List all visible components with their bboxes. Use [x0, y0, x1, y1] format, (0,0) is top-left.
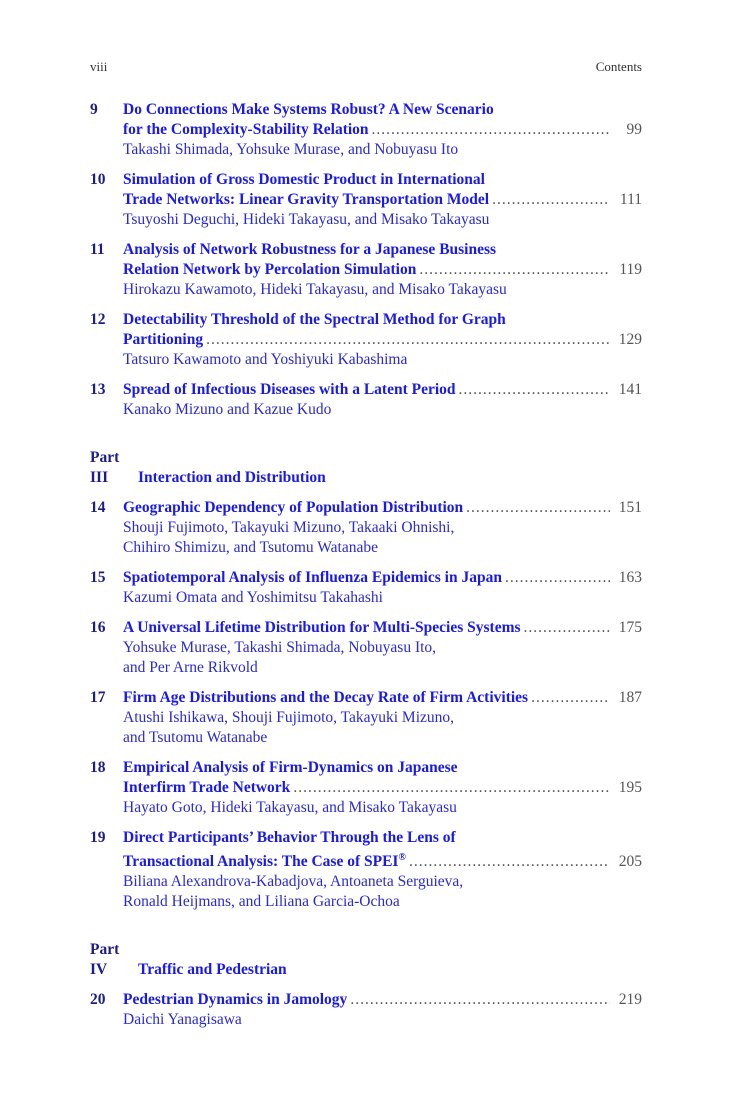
title-text[interactable]: Spatiotemporal Analysis of Influenza Epidemics in Japan	[123, 569, 502, 586]
chapter-title-text[interactable]	[123, 120, 369, 140]
dot-leader	[505, 568, 610, 588]
authors-line: Chihiro Shimizu, and Tsutomu Watanabe	[123, 539, 378, 556]
title-text[interactable]: Interfirm Trade Network	[123, 779, 291, 796]
chapter-title-text[interactable]	[123, 190, 489, 210]
dot-leader	[459, 380, 610, 400]
chapter-title-last-line[interactable]	[123, 120, 642, 140]
chapter-title-line[interactable]: Simulation of Gross Domestic Product in International	[123, 171, 485, 188]
part-heading	[90, 940, 642, 980]
authors-line: Kazumi Omata and Yoshimitsu Takahashi	[123, 589, 383, 606]
dot-leader	[492, 190, 610, 210]
dot-leader	[350, 990, 610, 1010]
chapter-title-text[interactable]	[123, 848, 406, 872]
page-ref[interactable]: 111	[619, 191, 642, 208]
dot-leader	[409, 852, 610, 872]
page-ref[interactable]: 163	[618, 569, 642, 586]
part-title: Traffic and Pedestrian	[138, 961, 287, 979]
chapter-title-last-line[interactable]	[123, 688, 642, 708]
title-text[interactable]: for the Complexity-Stability Relation	[123, 121, 369, 138]
chapter-title-text[interactable]	[123, 688, 528, 708]
chapter-number: 10	[90, 171, 106, 188]
authors-line: Hirokazu Kawamoto, Hideki Takayasu, and Misako Takayasu	[123, 281, 507, 298]
authors-line: Biliana Alexandrova-Kabadjova, Antoaneta Serguieva,	[123, 873, 464, 891]
toc-entry[interactable]	[90, 758, 642, 818]
page-ref[interactable]: 129	[618, 331, 642, 348]
chapter-title-text[interactable]	[123, 260, 416, 280]
title-text[interactable]: Firm Age Distributions and the Decay Rate of Firm Activities	[123, 689, 529, 706]
title-text[interactable]: Partitioning	[123, 331, 204, 348]
authors-line: and Tsutomu Watanabe	[123, 729, 268, 746]
chapter-number: 14	[90, 499, 106, 516]
chapter-number: 19	[90, 829, 106, 846]
page-ref[interactable]: 205	[618, 853, 642, 871]
part-label: Part IV	[90, 941, 120, 979]
page-ref[interactable]: 99	[626, 121, 642, 138]
chapter-title-last-line[interactable]	[123, 260, 642, 280]
chapter-number: 18	[90, 759, 106, 776]
dot-leader	[206, 330, 610, 350]
authors-line: Tatsuro Kawamoto and Yoshiyuki Kabashima	[123, 351, 408, 368]
chapter-number: 12	[90, 311, 106, 328]
dot-leader	[293, 778, 610, 798]
title-text[interactable]: A Universal Lifetime Distribution for Multi-Species Systems	[123, 619, 521, 636]
registered-mark: ®	[398, 852, 406, 863]
entry-body	[123, 498, 642, 558]
chapter-title-text[interactable]	[123, 498, 463, 518]
entry-body	[123, 310, 642, 370]
toc-entry[interactable]	[90, 618, 642, 678]
chapter-number: 9	[90, 101, 98, 118]
authors-line: Atushi Ishikawa, Shouji Fujimoto, Takayuki Mizuno,	[123, 709, 455, 726]
chapter-title-text[interactable]	[123, 330, 203, 350]
chapter-title-last-line[interactable]	[123, 618, 642, 638]
toc-entry[interactable]	[90, 100, 642, 160]
page-ref[interactable]: 175	[618, 619, 642, 636]
page-ref[interactable]: 119	[619, 261, 642, 278]
chapter-number: 15	[90, 569, 106, 586]
part-heading	[90, 448, 642, 488]
entry-body	[123, 990, 642, 1030]
toc-entry[interactable]	[90, 828, 642, 912]
dot-leader	[524, 618, 610, 638]
chapter-title-last-line[interactable]	[123, 848, 642, 872]
toc-entry[interactable]	[90, 568, 642, 608]
entry-body	[123, 380, 642, 420]
dot-leader	[372, 120, 610, 140]
chapter-title-text[interactable]	[123, 618, 521, 638]
title-text[interactable]: Relation Network by Percolation Simulation	[123, 261, 417, 278]
authors-line: Kanako Mizuno and Kazue Kudo	[123, 401, 332, 418]
chapter-number: 16	[90, 619, 106, 636]
title-text[interactable]: Transactional Analysis: The Case of SPEI	[123, 853, 399, 871]
part-label: Part III	[90, 449, 120, 486]
chapter-number: 13	[90, 381, 106, 398]
chapter-title-last-line[interactable]	[123, 778, 642, 798]
chapter-title-line[interactable]: Empirical Analysis of Firm-Dynamics on Japanese	[123, 759, 458, 776]
authors-line: Shouji Fujimoto, Takayuki Mizuno, Takaaki Ohnishi,	[123, 519, 455, 536]
chapter-title-text[interactable]	[123, 380, 456, 400]
toc-entry[interactable]	[90, 170, 642, 230]
chapter-number: 20	[90, 991, 106, 1009]
chapter-title-text[interactable]	[123, 990, 347, 1010]
running-title: Contents	[595, 59, 642, 74]
page-number: viii	[90, 59, 108, 74]
toc-entry[interactable]	[90, 380, 642, 420]
entry-body	[123, 758, 642, 818]
chapter-title-last-line[interactable]	[123, 568, 642, 588]
chapter-title-text[interactable]	[123, 568, 502, 588]
chapter-title-last-line[interactable]	[123, 380, 642, 400]
chapter-title-last-line[interactable]	[123, 330, 642, 350]
entry-body	[123, 568, 642, 608]
chapter-title-last-line[interactable]	[123, 498, 642, 518]
title-text[interactable]: Geographic Dependency of Population Distribution	[123, 499, 464, 516]
toc-entry[interactable]	[90, 310, 642, 370]
toc-entry[interactable]	[90, 990, 642, 1030]
dot-leader	[531, 688, 610, 708]
chapter-number: 17	[90, 689, 106, 706]
authors-line: Tsuyoshi Deguchi, Hideki Takayasu, and Misako Takayasu	[123, 211, 490, 228]
authors-line: Hayato Goto, Hideki Takayasu, and Misako Takayasu	[123, 799, 457, 816]
page-ref[interactable]: 195	[618, 779, 642, 796]
page-ref[interactable]: 151	[618, 499, 642, 516]
authors-line: Takashi Shimada, Yohsuke Murase, and Nobuyasu Ito	[123, 141, 459, 158]
dot-leader	[419, 260, 610, 280]
entry-body	[123, 618, 642, 678]
chapter-title-line[interactable]: Direct Participants’ Behavior Through the Lens of	[123, 829, 456, 846]
entry-body	[123, 828, 642, 912]
table-of-contents	[90, 100, 642, 1040]
page-ref[interactable]: 219	[618, 991, 642, 1009]
entry-body	[123, 688, 642, 748]
toc-entry[interactable]	[90, 688, 642, 748]
entry-body	[123, 240, 642, 300]
toc-entry[interactable]	[90, 498, 642, 558]
part-title: Interaction and Distribution	[138, 469, 326, 486]
chapter-title-last-line[interactable]	[123, 990, 642, 1010]
authors-line: Ronald Heijmans, and Liliana Garcia-Ochoa	[123, 893, 400, 911]
chapter-title-last-line[interactable]	[123, 190, 642, 210]
toc-entry[interactable]	[90, 240, 642, 300]
chapter-number: 11	[90, 241, 105, 258]
page-ref[interactable]: 141	[618, 381, 642, 398]
chapter-title-line[interactable]: Analysis of Network Robustness for a Japanese Business	[123, 241, 497, 258]
chapter-title-line[interactable]: Detectability Threshold of the Spectral Method for Graph	[123, 311, 506, 328]
title-text[interactable]: Trade Networks: Linear Gravity Transportation Model	[123, 191, 490, 208]
title-text[interactable]: Spread of Infectious Diseases with a Latent Period	[123, 381, 456, 398]
entry-body	[123, 100, 642, 160]
entry-body	[123, 170, 642, 230]
chapter-title-line[interactable]: Do Connections Make Systems Robust? A New Scenario	[123, 101, 494, 118]
chapter-title-text[interactable]	[123, 778, 290, 798]
title-text[interactable]: Pedestrian Dynamics in Jamology	[123, 991, 348, 1009]
authors-line: and Per Arne Rikvold	[123, 659, 258, 676]
page-ref[interactable]: 187	[618, 689, 642, 706]
authors-line: Yohsuke Murase, Takashi Shimada, Nobuyasu Ito,	[123, 639, 437, 656]
dot-leader	[466, 498, 610, 518]
authors-line: Daichi Yanagisawa	[123, 1011, 242, 1029]
